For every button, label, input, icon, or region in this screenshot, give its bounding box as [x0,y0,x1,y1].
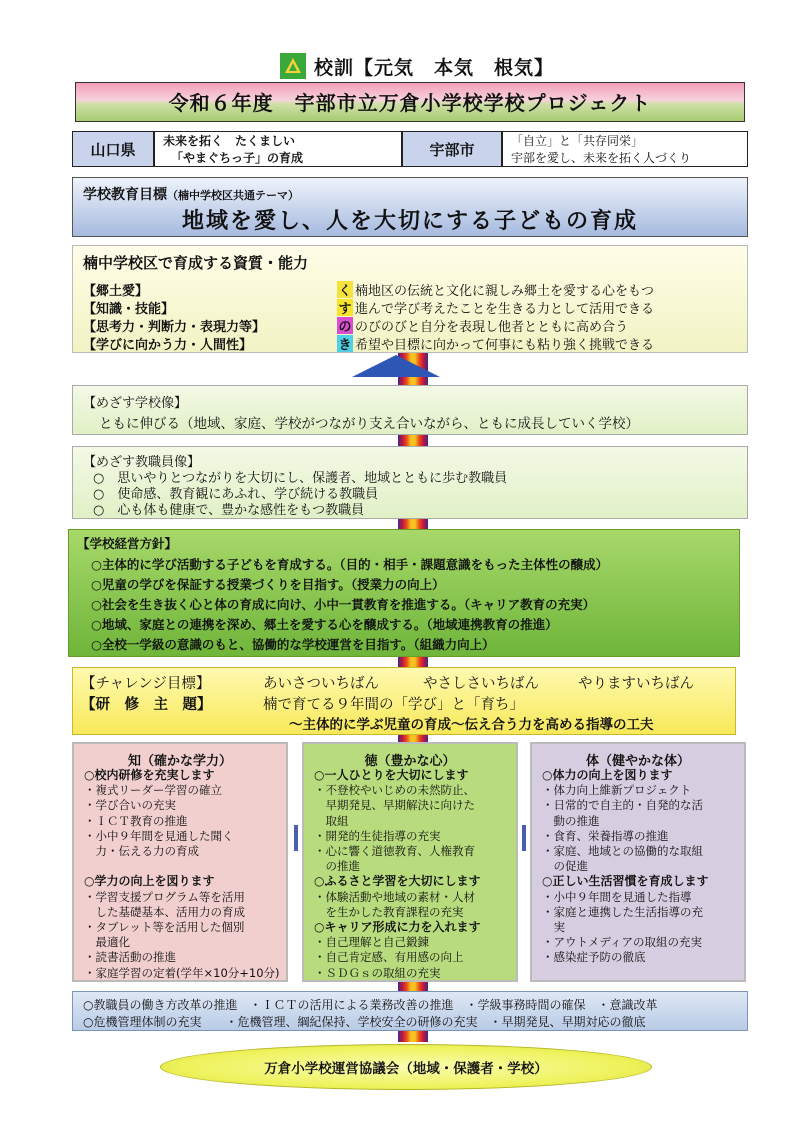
ability-kana: の [337,317,353,334]
column-item: ・アウトメディアの取組の充実 [542,935,702,950]
policy-item: ○全校一学級の意識のもと、協働的な学校運営を目指す。（組織力向上） [91,637,495,652]
school-council: 万倉小学校運営協議会（地域・保護者・学校） [160,1044,652,1090]
city-line-1: 「自立」と「共存同栄」 [511,134,644,148]
management-policy-panel [68,529,740,657]
goal-heading: 学校教育目標 [83,187,167,203]
column-item: ・体験活動や地域の素材・人材 [314,889,475,904]
column-title: 体（健やかな体） [585,754,690,769]
school-motto [280,50,580,82]
school-image-text: ともに伸びる（地域、家庭、学校がつながり支え合いながら、ともに成長していく学校） [99,416,639,432]
work-line-2: ○危機管理体制の充実 ・危機管理、綱紀保持、学校安全の研修の充実 ・早期発見、早期対応の徹底 [83,1015,646,1029]
column-title: 知（確かな学力） [127,754,232,769]
policy-item: ○児童の学びを保証する授業づくりを目指す。（授業力の向上） [91,577,445,592]
column-item: ・日常的で自主的・自発的な活 [542,798,703,813]
ability-text: のびのびと自分を表現し他者とともに高め合う [355,319,629,335]
column-section-heading: ○一人ひとりを大切にします [314,768,469,782]
ability-key: 【思考力・判断力・表現力等】 [83,319,266,335]
column-item: ・小中９年間を見通した指導 [542,889,692,904]
staff-image-heading: 【めざす教職員像】 [83,455,201,470]
prefecture-line-1: 未来を拓く たくましい [163,134,296,148]
school-emblem-icon [280,53,306,79]
staff-image-item: ○ 使命感、教育観にあふれ、学び続ける教職員 [93,487,379,502]
theme-label: 【研 修 主 題】 [81,697,212,713]
column-item: ・心に響く道徳教育、人権教育 [314,844,475,858]
column-section-heading: ○学力の向上を図ります [84,874,215,889]
challenge-goal: あいさついちばん [263,676,379,692]
prefecture-policy [154,131,402,167]
column-section-heading: ○体力の向上を図ります [542,768,673,782]
ability-kana: き [337,335,353,352]
column-item: 実 [542,920,565,934]
challenge-goal: やさしさいちばん [423,676,539,692]
column-item: 力・伝える力の育成 [84,844,199,858]
column-item: 取組 [314,813,349,828]
abilities-heading: 楠中学校区で育成する資質・能力 [83,254,309,272]
challenge-panel [72,667,736,735]
column-item: ・読書活動の推進 [84,950,176,965]
ability-row [83,280,743,298]
ability-text: 進んで学び考えたことを生きる力として活用できる [355,301,655,317]
ability-key: 【郷土愛】 [83,283,149,299]
column-item: ・学習支援プログラム等を活用 [84,889,245,904]
column-item: 早期発見、早期解決に向けた [314,798,475,813]
school-image-panel [72,385,748,435]
prefecture-line-2: 「やまぐちっ子」の育成 [171,151,304,165]
training-subtheme: ～主体的に学ぶ児童の育成～伝え合う力を高める指導の工夫 [289,717,654,733]
column-item: ・自己肯定感、有用感の向上 [314,950,464,965]
school-education-goal [72,177,748,237]
staff-image-item: ○ 思いやりとつながりを大切にし、保護者、地域とともに歩む教職員 [93,471,508,486]
work-line-1: ○教職員の働き方改革の推進 ・ＩＣＴの活用による業務改善の推進 ・学級事務時間の確保 ・意識改革 [83,998,658,1012]
ability-kana: す [337,299,353,316]
column-item: ・タブレット等を活用した個別 [84,920,245,934]
column-item: ・複式リーダー学習の確立 [84,783,222,798]
ability-row [83,298,743,316]
column-item: ・自己理解と自己鍛錬 [314,935,429,950]
column-item: ・学び合いの充実 [84,798,176,813]
policy-heading: 【学校経営方針】 [77,536,178,551]
ability-text: 希望や目標に向かって何事にも粘り強く挑戦できる [355,337,655,353]
column-connector [522,825,526,851]
school-image-heading: 【めざす学校像】 [83,396,188,411]
column-section-heading: ○キャリア形成に力を入れます [314,920,481,934]
column-connector [294,825,298,851]
column-section-heading: ○校内研修を充実します [84,768,215,782]
column-item: ・体力向上維新プロジェクト [542,783,692,798]
column-item: ・家庭学習の定着(学年×10分+10分) [84,965,280,980]
column-item: の推進 [314,859,360,874]
prefecture-label: 山口県 [72,131,154,167]
city-policy [502,131,748,167]
column-item: ・ＩＣＴ教育の推進 [84,813,188,828]
column-section-heading: ○ふるさと学習を大切にします [314,874,481,889]
work-reform-panel [72,991,748,1031]
column-item: した基礎基本、活用力の育成 [84,904,245,919]
column-item: 最適化 [84,935,130,950]
column-item: ・食育、栄養指導の推進 [542,828,669,843]
challenge-goal: やりますいちばん [578,676,694,692]
challenge-label: 【チャレンジ目標】 [81,676,211,692]
page-title: 令和６年度 宇部市立万倉小学校学校プロジェクト [75,82,745,122]
ability-key: 【学びに向かう力・人間性】 [83,337,253,353]
column-section-heading: ○正しい生活習慣を育成します [542,874,709,889]
column-item: の促進 [542,859,588,874]
column-item: を生かした教育課程の充実 [314,904,464,919]
policy-item: ○社会を生き抜く心と体の育成に向け、小中一貫教育を推進する。（キャリア教育の充実） [91,597,596,612]
column-item: 動の推進 [542,813,600,828]
column-item: ・不登校やいじめの未然防止、 [314,783,475,798]
column-item: ・家庭と連携した生活指導の充 [542,904,703,919]
column-virtue [302,742,518,982]
ability-kana: く [337,281,353,298]
column-item: ・家庭、地域との協働的な取組 [542,844,703,858]
staff-image-item: ○ 心も体も健康で、豊かな感性をもつ教職員 [93,503,365,518]
ability-row [83,334,743,352]
abilities-panel [72,245,748,353]
motto-text: 校訓【元気 本気 根気】 [314,56,555,79]
ability-row [83,316,743,334]
ability-text: 楠地区の伝統と文化に親しみ郷土を愛する心をもつ [355,283,655,299]
up-arrow-icon [352,355,440,377]
column-knowledge [72,742,288,982]
column-title: 徳（豊かな心） [364,754,456,769]
city-line-2: 宇部を愛し、未来を拓く人づくり [511,151,692,165]
training-theme: 楠で育てる９年間の「学び」と「育ち」 [263,697,524,713]
column-item: ・感染症予防の徹底 [542,950,646,965]
goal-text: 地域を愛し、人を大切にする子どもの育成 [181,209,638,234]
column-item: ・開発的生徒指導の充実 [314,828,441,843]
column-item: ・小中９年間を見通した聞く [84,828,234,843]
ability-key: 【知識・技能】 [83,301,175,317]
goal-note: （楠中学校区共通テーマ） [167,189,299,202]
policy-item: ○主体的に学び活動する子どもを育成する。（目的・相手・課題意識をもった主体性の醸成） [91,557,609,572]
column-item: ・ＳＤＧｓの取組の充実 [314,965,441,980]
staff-image-panel [72,446,748,519]
city-label: 宇部市 [402,131,502,167]
column-body [530,742,746,982]
policy-item: ○地域、家庭との連携を深め、郷土を愛する心を醸成する。（地域連携教育の推進） [91,617,558,632]
